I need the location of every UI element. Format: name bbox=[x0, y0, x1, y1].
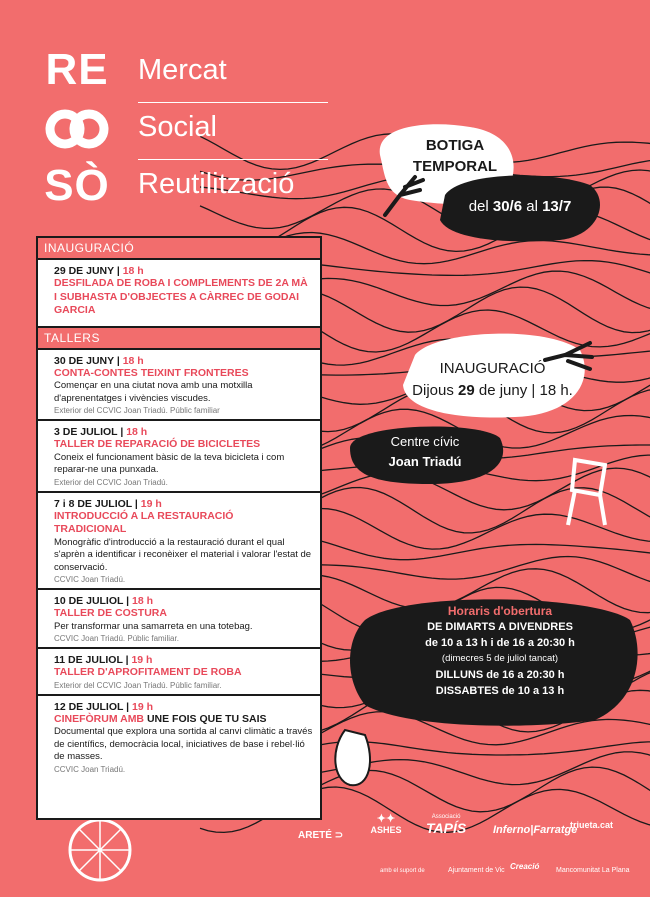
arrow-icon: ⊃ bbox=[334, 830, 344, 841]
day-num: 29 bbox=[458, 382, 475, 399]
logo-triueta: triueta.cat bbox=[570, 820, 614, 830]
day-prefix: Dijous bbox=[412, 382, 459, 399]
event-item bbox=[38, 350, 320, 422]
hour-text: 19 h bbox=[140, 497, 162, 510]
event-item bbox=[38, 649, 320, 696]
event-title: TALLER DE REPARACIÓ DE BICICLETES bbox=[54, 438, 261, 450]
event-loc: Exterior del CCVIC Joan Triadú. bbox=[54, 477, 168, 487]
title-block bbox=[138, 50, 328, 220]
event-loc: CCVIC Joan Triadú. bbox=[54, 764, 126, 774]
logo-tapis bbox=[426, 814, 466, 836]
title-part-a: CINEFÒRUM AMB bbox=[54, 712, 147, 725]
section-tallers: TALLERS bbox=[38, 328, 320, 350]
dissabtes-hours: de 10 a 13 h bbox=[498, 685, 565, 697]
event-desc: Per transformar una samarreta en una totebag. bbox=[54, 620, 253, 632]
tapis-a: Associació bbox=[431, 814, 461, 820]
hour-text: 18 h bbox=[132, 595, 154, 607]
botiga-line-1: BOTIGA bbox=[425, 137, 485, 154]
logo-line-3: SÒ bbox=[44, 161, 110, 210]
date-text: 10 DE JULIOL | bbox=[54, 595, 133, 607]
event-title: TALLER D'APROFITAMENT DE ROBA bbox=[54, 666, 242, 678]
event-date bbox=[54, 355, 313, 367]
event-title bbox=[54, 713, 313, 727]
logo-creacio: Creació bbox=[510, 862, 540, 871]
date-text: 30 DE JUNY | bbox=[54, 354, 123, 367]
title-social: Social bbox=[138, 107, 328, 160]
horaris-line-4 bbox=[395, 667, 605, 683]
event-item bbox=[38, 421, 320, 493]
double-s-logo-icon bbox=[32, 100, 122, 158]
event-title: INTRODUCCIÓ A LA RESTAURACIÓ TRADICIONAL bbox=[54, 509, 234, 535]
botiga-line-2: TEMPORAL bbox=[412, 158, 498, 175]
dilluns-label: DILLUNS bbox=[435, 669, 484, 681]
botiga-dates bbox=[450, 198, 590, 215]
logo-line-1: RE bbox=[45, 45, 109, 94]
event-loc: CCVIC Joan Triadú. bbox=[54, 575, 126, 584]
date-text: 7 i 8 DE JULIOL | bbox=[54, 497, 141, 510]
horaris-info bbox=[395, 603, 605, 699]
event-inauguracio bbox=[38, 260, 320, 328]
logo-mancomunitat: Mancomunitat La Plana bbox=[556, 867, 630, 874]
event-title: CONTA-CONTES TEIXINT FRONTERES bbox=[54, 366, 249, 379]
hour-text: 19 h bbox=[132, 700, 154, 713]
horaris-line-2: de 10 a 13 h i de 16 a 20:30 h bbox=[425, 637, 575, 649]
sponsor-logos bbox=[298, 812, 643, 882]
date-text: 29 DE JUNY | bbox=[54, 265, 123, 277]
event-date bbox=[54, 265, 313, 277]
dates-prefix: del bbox=[468, 198, 493, 215]
event-item bbox=[38, 493, 320, 591]
date-to: 13/7 bbox=[542, 198, 572, 215]
stars-icon: ✦✦ bbox=[376, 813, 396, 825]
event-date bbox=[54, 426, 313, 438]
logo-ashes bbox=[366, 812, 406, 835]
section-inauguracio: INAUGURACIÓ bbox=[38, 238, 320, 260]
centre-info bbox=[350, 432, 500, 472]
title-reutilitzacio: Reutilització bbox=[138, 168, 295, 200]
hour-text: 18 h bbox=[126, 426, 148, 438]
date-text: 12 DE JULIOL | bbox=[54, 700, 133, 713]
event-desc: Documental que explora una sortida al canvi climàtic a través de científics, democràcia local, iniciatives de base i rebel·lió de masses. bbox=[54, 726, 313, 762]
inauguracio-title: INAUGURACIÓ bbox=[439, 360, 546, 377]
event-loc: Exterior del CCVIC Joan Triadú. Públic familiar bbox=[54, 406, 220, 415]
hour-text: 19 h bbox=[131, 654, 153, 666]
event-title: TALLER DE COSTURA bbox=[54, 607, 167, 619]
dates-mid: al bbox=[522, 198, 543, 215]
amb-suport-text: amb el suport de bbox=[380, 868, 425, 874]
logo-line-2 bbox=[32, 100, 122, 158]
event-date bbox=[54, 701, 313, 713]
centre-line-2: Joan Triadú bbox=[388, 454, 462, 469]
horaris-title: Horaris d'obertura bbox=[447, 604, 553, 618]
event-date bbox=[54, 498, 313, 510]
horaris-line-3: (dimecres 5 de juliol tancat) bbox=[441, 653, 559, 664]
hour-text: 18 h bbox=[122, 354, 144, 367]
ashes-text: ASHES bbox=[370, 825, 402, 835]
resso-logo bbox=[32, 42, 122, 216]
event-title: DESFILADA DE ROBA I COMPLEMENTS DE 2A MÀ I SUBHASTA D'OBJECTES A CÀRREC DE GODAI GARCIA bbox=[54, 277, 308, 316]
logo-arete bbox=[298, 830, 343, 841]
logo-inferno: Inferno|Farratge bbox=[493, 824, 578, 836]
hand-icon bbox=[375, 165, 435, 225]
event-date bbox=[54, 595, 313, 607]
event-date bbox=[54, 654, 313, 666]
program-panel bbox=[36, 236, 322, 820]
chair-icon bbox=[560, 450, 620, 530]
event-desc: Monogràfic d'introducció a la restauració durant el qual s'aprèn a identificar i reconèixer el material i valorar l'estat de conservació. bbox=[54, 536, 312, 573]
logo-ajuntament: Ajuntament de Vic bbox=[448, 867, 505, 874]
event-loc: Exterior del CCVIC Joan Triadú. Públic familiar. bbox=[54, 680, 222, 690]
dissabtes-label: DISSABTES bbox=[435, 685, 499, 697]
event-item bbox=[38, 590, 320, 649]
hand-icon-2 bbox=[540, 335, 600, 380]
title-mercat: Mercat bbox=[138, 50, 328, 103]
title-part-b: UNE FOIS QUE TU SAIS bbox=[146, 712, 267, 725]
hour-text: 18 h bbox=[122, 265, 144, 277]
dilluns-hours: de 16 a 20:30 h bbox=[483, 669, 565, 681]
event-desc: Començar en una ciutat nova amb una motxilla d'aprenentatges i vivències viscudes. bbox=[54, 380, 253, 404]
date-text: 11 DE JULIOL | bbox=[54, 654, 132, 666]
date-text: 3 DE JULIOL | bbox=[54, 426, 127, 438]
event-loc: CCVIC Joan Triadú. Públic familiar. bbox=[54, 634, 179, 643]
tapis-b: TAPÍS bbox=[426, 820, 467, 836]
horaris-line-5 bbox=[395, 683, 605, 699]
day-suffix: de juny | 18 h. bbox=[474, 382, 573, 399]
horaris-line-1: DE DIMARTS A DIVENDRES bbox=[427, 621, 573, 633]
date-from: 30/6 bbox=[492, 198, 523, 215]
event-desc: Coneix el funcionament bàsic de la teva bicicleta i com reparar-ne una punxada. bbox=[54, 451, 285, 475]
inauguracio-day bbox=[405, 380, 580, 402]
arete-text: ARETÉ bbox=[298, 830, 332, 841]
jug-icon bbox=[325, 720, 385, 790]
event-item bbox=[38, 696, 320, 778]
centre-line-1: Centre cívic bbox=[390, 434, 460, 449]
